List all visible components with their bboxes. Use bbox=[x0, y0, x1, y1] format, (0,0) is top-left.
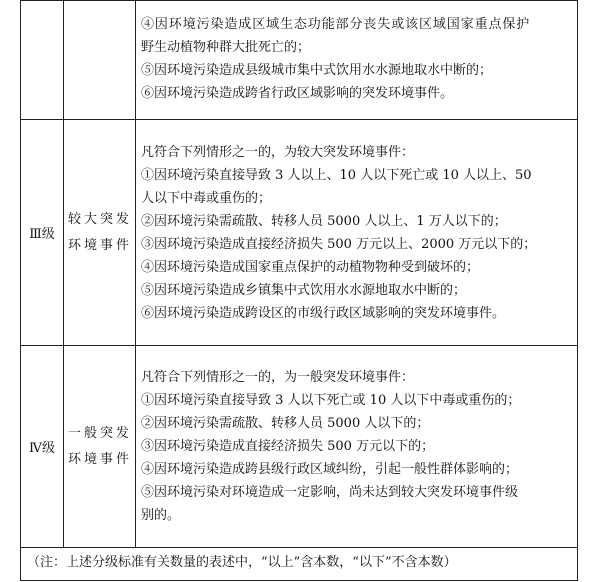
event-type-line: 环境事件 bbox=[68, 237, 133, 253]
criteria-line: ⑤因环境污染造成县级城市集中式饮用水水源地取水中断的； bbox=[141, 63, 493, 78]
criteria-line: ④因环境污染造成区域生态功能部分丧失或该区域国家重点保护 bbox=[141, 17, 531, 32]
criteria-heading: 凡符合下列情形之一的，为一般突发环境事件： bbox=[141, 370, 415, 385]
table-footnote: （注：上述分级标准有关数量的表述中，“以上”含本数，“以下”不含本数） bbox=[20, 547, 578, 581]
criteria-line: 野生动植物种群大批死亡的； bbox=[141, 40, 311, 55]
criteria-line: ②因环境污染需疏散、转移人员 5000 人以上、1 万人以下的； bbox=[141, 213, 507, 229]
criteria-line: ①因环境污染直接导致 3 人以下死亡或 10 人以下中毒或重伤的； bbox=[141, 393, 521, 408]
level-label: Ⅲ级 bbox=[21, 120, 64, 346]
criteria-line: ⑤因环境污染造成乡镇集中式饮用水水源地取水中断的； bbox=[141, 282, 467, 298]
event-type-line: 环境事件 bbox=[68, 451, 133, 467]
event-type-label bbox=[64, 120, 136, 346]
incident-grading-table bbox=[20, 0, 578, 548]
criteria-heading: 凡符合下列情形之一的，为较大突发环境事件： bbox=[141, 144, 415, 160]
level-label: Ⅳ级 bbox=[21, 346, 64, 548]
criteria-line: ⑥因环境污染造成跨省行政区域影响的突发环境事件。 bbox=[141, 86, 454, 101]
level-cell-empty bbox=[21, 1, 64, 120]
table-row-level3 bbox=[21, 120, 578, 346]
criteria-line: ③因环境污染造成直接经济损失 500 万元以上、2000 万元以下的； bbox=[141, 236, 537, 252]
event-type-line: 一般突发 bbox=[68, 425, 133, 441]
event-type-line: 较大突发 bbox=[68, 211, 133, 227]
criteria-line: ⑥因环境污染造成跨设区的市级行政区域影响的突发环境事件。 bbox=[141, 305, 506, 321]
table-row-level4 bbox=[21, 346, 578, 548]
criteria-line: ②因环境污染需疏散、转移人员 5000 人以下的； bbox=[141, 416, 430, 431]
criteria-cell bbox=[136, 346, 578, 548]
criteria-line: 人以下中毒或重伤的； bbox=[141, 190, 272, 206]
event-type-label bbox=[64, 346, 136, 548]
criteria-line: ①因环境污染直接导致 3 人以上、10 人以下死亡或 10 人以上、50 bbox=[141, 167, 532, 183]
type-cell-empty bbox=[64, 1, 136, 120]
criteria-line: ⑤因环境污染对环境造成一定影响，尚未达到较大突发环境事件级 bbox=[141, 485, 519, 500]
table-row-continuation bbox=[21, 1, 578, 120]
criteria-line: ④因环境污染造成国家重点保护的动植物物种受到破坏的； bbox=[141, 259, 480, 275]
criteria-cell bbox=[136, 1, 578, 120]
criteria-line: ④因环境污染造成跨县级行政区域纠纷，引起一般性群体影响的； bbox=[141, 462, 519, 477]
criteria-cell bbox=[136, 120, 578, 346]
criteria-line: ③因环境污染造成直接经济损失 500 万元以下的； bbox=[141, 439, 435, 454]
criteria-line: 别的。 bbox=[141, 508, 181, 523]
